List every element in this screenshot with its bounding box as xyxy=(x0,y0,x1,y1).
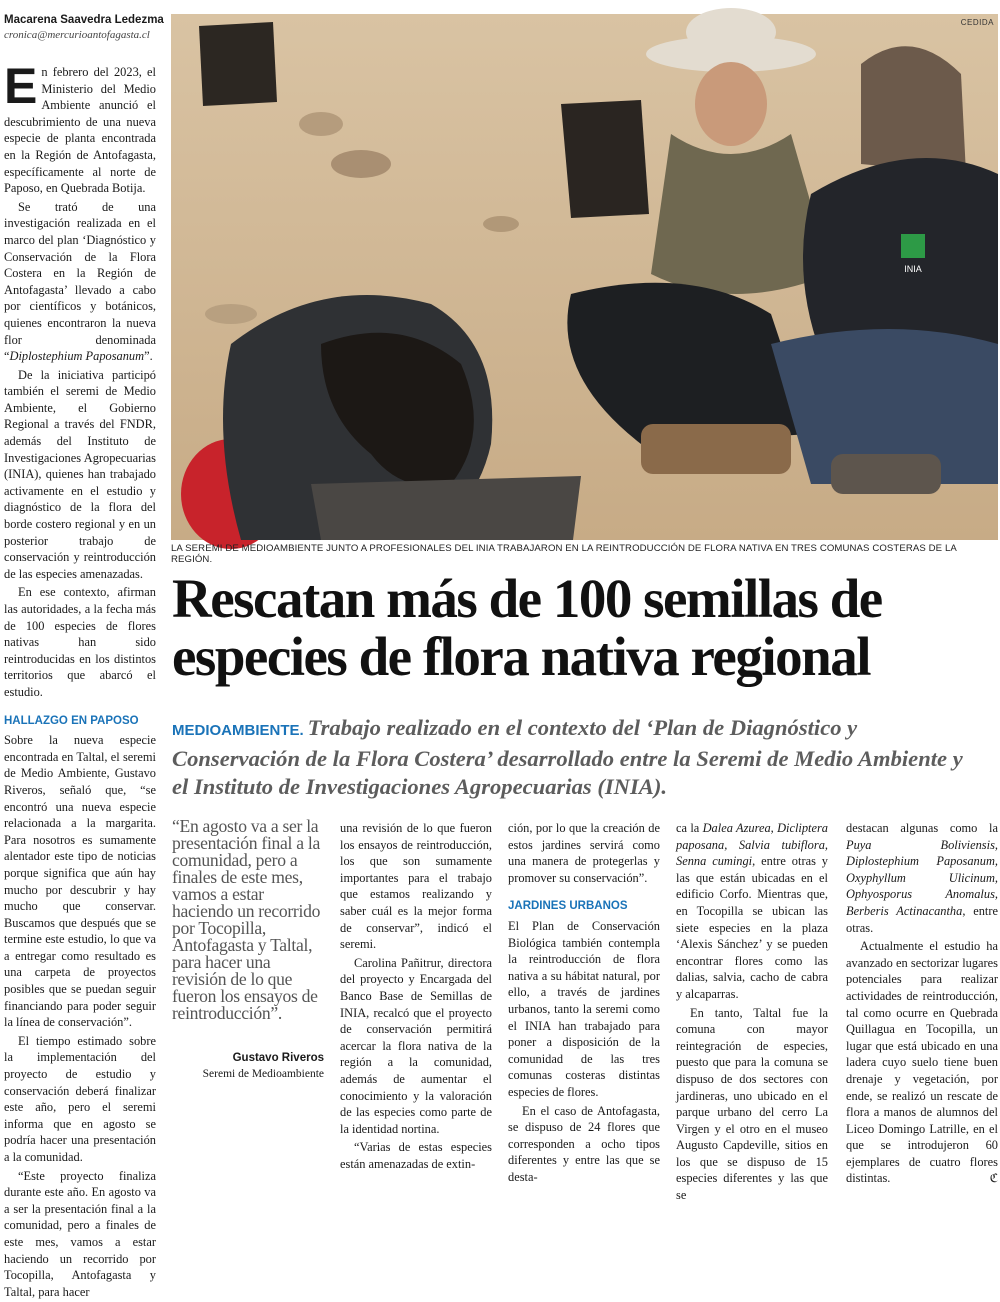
inia-logo xyxy=(901,234,925,258)
paragraph: El tiempo estimado sobre la implementación del proyecto de estudio y conservación deberá finalizar este año, pero el seremi informa que en agosto se podría hacer una presentación a la comunidad. xyxy=(4,1033,156,1164)
paragraph: En el caso de Antofagasta, se dispuso de 24 flores que corresponden a ocho tipos diferentes y entre las que se desta- xyxy=(508,1103,660,1184)
pull-quote-author: Gustavo Riveros xyxy=(232,1052,324,1064)
pull-quote-role: Seremi de Medioambiente xyxy=(202,1068,324,1080)
end-mark-icon: ℭ xyxy=(989,1171,998,1186)
article-column-5 xyxy=(676,820,828,1206)
species-list: Puya Boliviensis, Diplostephium Paposanum, Oxyphyllum Ulicinum, Ophyosporus Anomalus, Berberis Actinacantha xyxy=(846,837,998,918)
subhead-jardines: JARDINES URBANOS xyxy=(508,900,628,913)
dropcap: E xyxy=(4,58,38,114)
article-column-6 xyxy=(846,820,998,1189)
article-photo xyxy=(171,14,998,540)
paragraph: El Plan de Conservación Biológica también contempla la reintroducción de flora nativa a su hábitat natural, por ello, a través de jardines urbanos, tanto la seremi como el INIA han trabajado para poner a disposición de la comunidad de las tres comunas costeras distintas especies de flores. xyxy=(508,918,660,1099)
paragraph: destacan algunas como la Puya Boliviensis, Diplostephium Paposanum, Oxyphyllum Ulicinum, Ophyosporus Anomalus, Berberis Actinacantha, entre otras. xyxy=(846,821,998,935)
paragraph: “Varias de estas especies están amenazadas de extin- xyxy=(340,1140,492,1171)
section-label: MEDIOAMBIENTE. xyxy=(172,722,304,739)
author-name: Macarena Saavedra Ledezma xyxy=(4,14,164,26)
svg-text:INIA: INIA xyxy=(904,264,922,274)
paragraph: ca la Dalea Azurea, Dicliptera paposana, Salvia tubiflora, Senna cumingi, entre otras y las que están ubicadas en el edificio Corfo. Mientras que, en Tocopilla se ubican las siete especies en la plaza ‘Alexis Sánchez’ y se pueden encontrar flores como las dalias, salvia, cacho de cabra y alcaparras. xyxy=(676,821,828,1001)
pull-quote xyxy=(172,818,324,1080)
species-list: Dalea Azurea, Dicliptera paposana, Salvia tubiflora, Senna cumingi xyxy=(676,821,828,869)
deck-text: Trabajo realizado en el contexto del ‘Plan de Diagnóstico y Conservación de la Flora Costera’ desarrollado entre la Seremi de Medio Ambiente y el Instituto de Investigaciones Agropecuarias (INIA). xyxy=(172,715,963,799)
paragraph: En tanto, Taltal fue la comuna con mayor reintegración de especies, puesto que para la comuna se dispuso de dos sectores con jardineras, uno ubicado en el parque urbano del cerro La Virgen y el otro en el museo Augusto Capdeville, sitios en los que se dispuso de 15 especies diferentes y las que se xyxy=(676,1005,828,1203)
article-column-3 xyxy=(340,820,492,1174)
paragraph: Actualmente el estudio ha avanzado en sectorizar lugares potenciales para realizar actividades de reintroducción, tal como ocurre en Quebrada Quillagua en Tocopilla, un lugar que está ubicado en una ladera cuyo suelo tiene buen drenaje y vegetación, por ende, se realizó un rescate de flora a manos de alumnos del Liceo Domingo Latrille, en el que se introdujeron 60 ejemplares de cuatro flores distintas. ℭ xyxy=(846,939,998,1186)
pull-quote-text: “En agosto va a ser la presentación final a la comunidad, pero a finales de este mes, vamos a estar haciendo un recorrido por Tocopilla, Antofagasta y Taltal, para hacer una revisión de lo que fueron los ensayos de reintroducción”. xyxy=(172,816,321,1023)
paragraph: Se trató de una investigación realizada en el marco del plan ‘Diagnóstico y Conservación de la Flora Costera en la Región de Antofagasta’ llevado a cabo por científicos y botánicos, quienes encontraron la nueva flor denominada “Diplostephium Paposanum”. xyxy=(4,199,156,364)
deck xyxy=(172,714,972,801)
photo-credit: CEDIDA xyxy=(960,18,994,27)
lead-paragraph: En febrero del 2023, el Ministerio del Medio Ambiente anunció el descubrimiento de una nueva especie de planta encontrada en la Región de Antofagasta, específicamente al norte de Paposo, en Quebrada Botija. xyxy=(4,58,156,196)
species-name: Diplostephium Paposanum xyxy=(9,349,145,364)
author-email[interactable]: cronica@mercurioantofagasta.cl xyxy=(4,29,150,41)
article-column-1 xyxy=(4,58,156,1302)
paragraph: De la iniciativa participó también el seremi de Medio Ambiente, el Gobierno Regional a través del FNDR, además del Instituto de Investigaciones Agropecuarias (INIA), quienes han trabajado activamente en el estudio y diagnóstico de la flora del borde costero regional y en un posterior trabajo de conservación y reintroducción de las especies amenazadas. xyxy=(4,367,156,581)
paragraph: ción, por lo que la creación de estos jardines servirá como una manera de protegerlas y promover su conservación”. xyxy=(508,821,660,885)
paragraph: En ese contexto, afirman las autoridades, a la fecha más de 100 especies de flores nativas han sido reintroducidas en los distintos territorios que abarcó el estudio. xyxy=(4,585,156,699)
photo-caption: LA SEREMI DE MEDIOAMBIENTE JUNTO A PROFESIONALES DEL INIA TRABAJARON EN LA REINTRODUCCIÓN DE FLORA NATIVA EN TRES COMUNAS COSTERAS DE LA REGIÓN. xyxy=(171,543,957,565)
photo-illustration xyxy=(171,14,998,540)
paragraph: “Este proyecto finaliza durante este año. En agosto va a ser la presentación final a la comunidad, pero a finales de este mes, vamos a estar haciendo un recorrido por Tocopilla, Antofagasta y Taltal, para hacer xyxy=(4,1168,156,1299)
article-column-4 xyxy=(508,820,660,1187)
headline: Rescatan más de 100 semillas de especies de flora nativa regional xyxy=(172,568,882,687)
paragraph: Carolina Pañitrur, directora del proyecto y Encargada del Banco Base de Semillas de INIA, recalcó que el proyecto de conservación permitirá acercar la flora nativa de la región a la comunidad, además de aumentar el conocimiento y la valoración de las especies como parte de la identidad nortina. xyxy=(340,955,492,1136)
paragraph: una revisión de lo que fueron los ensayos de reintroducción, los que son sumamente importantes para el trabajo que estamos realizando y saber cuál es la mejor forma de conservar”, indicó el seremi. xyxy=(340,821,492,952)
paragraph: Sobre la nueva especie encontrada en Taltal, el seremi de Medio Ambiente, Gustavo Riveros, señaló que, “se encontró una nueva especie relacionada a la margarita. Para nosotros es sumamente alentador este tipo de noticias porque significa que aún hay mucho por descubrir y hay mucho que conservar. Buscamos que después que se termine este estudio, lo que va a entregar como resultado es una carpeta de proyectos posibles que se puedan seguir financiando para poder seguir la línea de conservación”. xyxy=(4,733,156,1030)
subhead-hallazgo: HALLAZGO EN PAPOSO xyxy=(4,714,139,727)
byline xyxy=(4,14,164,41)
